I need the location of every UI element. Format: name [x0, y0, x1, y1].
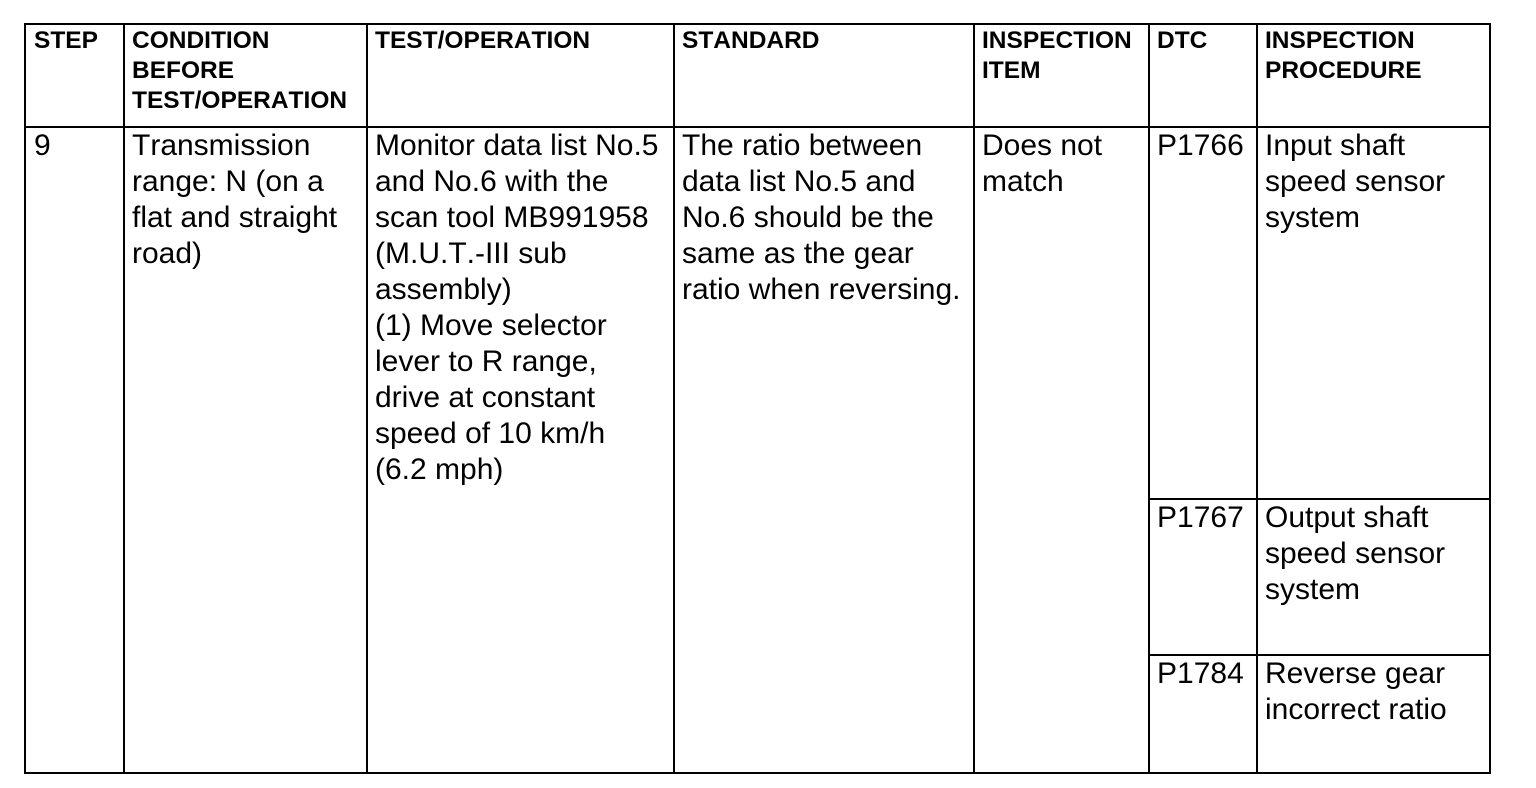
cell-inspection-procedure: Output shaft speed sensor system [1258, 500, 1491, 656]
test-operation-step-1: (1) Move selector lever to R range, drive at constant speed of 10 km/h (6.2 mph) [375, 309, 607, 486]
cell-inspection-procedure: Reverse gear incorrect ratio [1258, 656, 1491, 774]
cell-dtc: P1784 [1150, 656, 1258, 774]
cell-dtc: P1767 [1150, 500, 1258, 656]
header-step: STEP [26, 25, 125, 128]
inspection-table [24, 23, 1491, 774]
test-operation-instruction: Monitor data list No.5 and No.6 with the scan tool MB991958 (M.U.T.-III sub assembly) [375, 129, 659, 306]
header-condition: CONDITION BEFORE TEST/OPERATION [125, 25, 368, 128]
header-inspection-procedure: INSPECTION PROCEDURE [1258, 25, 1491, 128]
cell-standard: The ratio between data list No.5 and No.6 should be the same as the gear ratio when reversing. [675, 128, 975, 774]
cell-condition: Transmission range: N (on a flat and straight road) [125, 128, 368, 774]
header-inspection-item: INSPECTION ITEM [975, 25, 1150, 128]
cell-inspection-procedure: Input shaft speed sensor system [1258, 128, 1491, 500]
header-standard: STANDARD [675, 25, 975, 128]
header-test-operation: TEST/OPERATION [368, 25, 675, 128]
cell-dtc: P1766 [1150, 128, 1258, 500]
header-dtc: DTC [1150, 25, 1258, 128]
cell-step: 9 [26, 128, 125, 774]
cell-test-operation [368, 128, 675, 774]
cell-inspection-item: Does not match [975, 128, 1150, 774]
